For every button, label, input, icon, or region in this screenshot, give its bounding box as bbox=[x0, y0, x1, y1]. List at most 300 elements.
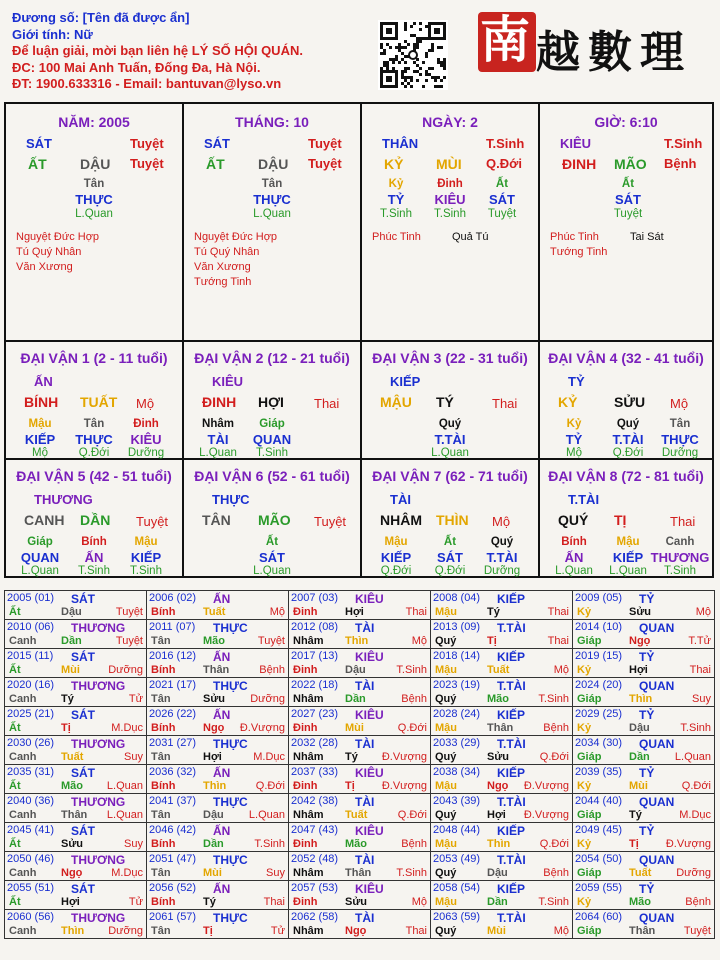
year-ten-god: TÀI bbox=[355, 911, 375, 925]
year-ten-god: KIẾP bbox=[497, 592, 526, 606]
year-ten-god: TỶ bbox=[639, 650, 655, 664]
year-ten-god: KIÊU bbox=[355, 766, 384, 780]
hidden-stage: Dưỡng bbox=[127, 447, 165, 459]
year-stage: Thai bbox=[405, 606, 427, 618]
year-stage: Suy bbox=[124, 838, 143, 850]
star-item: Tai Sát bbox=[630, 231, 664, 243]
star-item: Tú Quý Nhân bbox=[16, 246, 82, 258]
year-branch: Mão bbox=[203, 635, 225, 647]
dai-van-cell bbox=[184, 460, 362, 578]
year-label: 2041 (37) bbox=[149, 795, 197, 807]
year-stage: Q.Đới bbox=[255, 780, 285, 792]
year-cell bbox=[289, 852, 431, 881]
year-cell bbox=[573, 881, 715, 910]
chart-grid bbox=[4, 102, 714, 578]
dai-van-cell bbox=[362, 460, 540, 578]
year-cell bbox=[289, 620, 431, 649]
year-stem: Giáp bbox=[577, 635, 602, 647]
pillar-cell bbox=[540, 104, 712, 342]
year-branch: Thân bbox=[345, 867, 372, 879]
year-stem: Tân bbox=[151, 635, 171, 647]
hidden-ten-god: KIÊU bbox=[434, 192, 466, 207]
hidden-stage: Q.Đới bbox=[434, 565, 466, 577]
year-label: 2057 (53) bbox=[291, 882, 339, 894]
year-ten-god: QUAN bbox=[639, 795, 675, 809]
year-branch: Hợi bbox=[629, 664, 648, 676]
year-stem: Canh bbox=[9, 809, 37, 821]
hidden-stage: T.Sinh bbox=[130, 565, 162, 577]
dai-van-stem: NHÂM bbox=[380, 512, 422, 528]
year-ten-god: SÁT bbox=[71, 592, 95, 606]
hidden-ten-god: TÀI bbox=[207, 432, 229, 447]
year-stage: M.Dục bbox=[679, 809, 711, 821]
year-branch: Tuất bbox=[629, 867, 652, 879]
year-ten-god: THƯƠNG bbox=[71, 795, 126, 809]
seal-icon: 南 bbox=[478, 12, 536, 72]
pillar-stars bbox=[16, 230, 99, 275]
year-label: 2047 (43) bbox=[291, 824, 339, 836]
hidden-stage: Tuyệt bbox=[613, 208, 643, 220]
year-ten-god: SÁT bbox=[71, 650, 95, 664]
dai-van-branch: TUẤT bbox=[80, 394, 118, 410]
year-stage: T.Sinh bbox=[396, 664, 427, 676]
pillar-earthly-branch: MÃO bbox=[614, 156, 647, 172]
year-label: 2046 (42) bbox=[149, 824, 197, 836]
year-stem: Bính bbox=[151, 838, 176, 850]
year-stage: Q.Đới bbox=[397, 809, 427, 821]
year-stage: Dưỡng bbox=[108, 925, 143, 937]
year-stem: Giáp bbox=[577, 867, 602, 879]
year-stage: Đ.Vượng bbox=[523, 780, 569, 792]
dai-van-title: ĐẠI VẬN 1 (2 - 11 tuổi) bbox=[20, 350, 168, 366]
pillar-title: NĂM: 2005 bbox=[58, 114, 130, 130]
year-stage: Dưỡng bbox=[250, 693, 285, 705]
year-stage: Bệnh bbox=[543, 722, 569, 734]
year-stem: Bính bbox=[151, 722, 176, 734]
gender: Giới tính: Nữ bbox=[12, 26, 93, 42]
phone-email-line: ĐT: 1900.633316 - Email: bantuvan@lyso.vn bbox=[12, 76, 282, 91]
year-stage: Thai bbox=[547, 606, 569, 618]
year-ten-god: ẤN bbox=[213, 708, 231, 722]
dai-van-cell bbox=[540, 460, 712, 578]
year-label: 2064 (60) bbox=[575, 911, 623, 923]
year-cell bbox=[573, 620, 715, 649]
dai-van-title: ĐẠI VẬN 3 (22 - 31 tuổi) bbox=[372, 350, 528, 366]
dai-van-cell bbox=[184, 342, 362, 460]
hidden-stage: L.Quan bbox=[199, 447, 237, 459]
hidden-stem: Ất bbox=[621, 178, 635, 190]
year-branch: Tị bbox=[629, 838, 639, 850]
year-ten-god: ẤN bbox=[213, 650, 231, 664]
year-stem: Mậu bbox=[435, 780, 457, 792]
year-cell bbox=[147, 620, 289, 649]
year-cell bbox=[573, 649, 715, 678]
year-stage: T.Sinh bbox=[396, 867, 427, 879]
year-stem: Ất bbox=[9, 838, 21, 850]
year-cell bbox=[431, 678, 573, 707]
year-stage: L.Quan bbox=[674, 751, 711, 763]
year-stage: Bệnh bbox=[401, 693, 427, 705]
year-label: 2049 (45) bbox=[575, 824, 623, 836]
hidden-stage: T.Sinh bbox=[664, 565, 696, 577]
year-ten-god: SÁT bbox=[71, 882, 95, 896]
hidden-stage: Tuyệt bbox=[487, 208, 517, 220]
year-branch: Sửu bbox=[629, 606, 652, 618]
pillar-earthly-branch: DẬU bbox=[258, 156, 289, 172]
year-branch: Dậu bbox=[203, 809, 224, 821]
year-stage: T.Tử bbox=[688, 635, 711, 647]
year-stage: Q.Đới bbox=[539, 838, 569, 850]
year-cell bbox=[431, 881, 573, 910]
hidden-ten-god: THƯƠNG bbox=[650, 550, 710, 565]
year-branch: Thân bbox=[487, 722, 514, 734]
year-stem: Mậu bbox=[435, 722, 457, 734]
year-cell bbox=[289, 910, 431, 939]
dai-van-ten-god: TÀI bbox=[390, 492, 411, 507]
year-ten-god: THƯƠNG bbox=[71, 853, 126, 867]
year-stage: Q.Đới bbox=[397, 722, 427, 734]
year-branch: Mão bbox=[61, 780, 83, 792]
year-ten-god: QUAN bbox=[639, 621, 675, 635]
year-stem: Tân bbox=[151, 751, 171, 763]
year-cell bbox=[431, 794, 573, 823]
year-ten-god: ẤN bbox=[213, 882, 231, 896]
pillar-branch-stage: Q.Đới bbox=[486, 156, 522, 171]
year-label: 2005 (01) bbox=[7, 592, 55, 604]
hidden-stage: T.Sinh bbox=[256, 447, 288, 459]
year-label: 2038 (34) bbox=[433, 766, 481, 778]
hidden-stem: Giáp bbox=[259, 418, 285, 430]
star-item: Nguyệt Đức Hợp bbox=[194, 231, 278, 243]
year-stem: Quý bbox=[435, 693, 457, 705]
year-branch: Mão bbox=[487, 693, 509, 705]
year-stem: Quý bbox=[435, 867, 457, 879]
year-cell bbox=[431, 910, 573, 939]
hidden-ten-god: KIÊU bbox=[130, 432, 162, 447]
pillar-branch-stage: Tuyệt bbox=[308, 156, 342, 171]
year-ten-god: SÁT bbox=[71, 766, 95, 780]
year-branch: Mùi bbox=[629, 780, 648, 792]
year-cell bbox=[5, 620, 147, 649]
year-label: 2035 (31) bbox=[7, 766, 55, 778]
year-branch: Sửu bbox=[61, 838, 84, 850]
year-ten-god: THỰC bbox=[213, 795, 248, 809]
hidden-stem: Quý bbox=[490, 536, 514, 548]
pillar-ten-god: KIÊU bbox=[560, 136, 592, 151]
star-item: Văn Xương bbox=[16, 261, 73, 273]
year-ten-god: KIẾP bbox=[497, 650, 526, 664]
hidden-ten-god: KIẾP bbox=[24, 432, 56, 447]
year-stem: Kỷ bbox=[577, 780, 592, 792]
year-label: 2014 (10) bbox=[575, 621, 623, 633]
year-label: 2029 (25) bbox=[575, 708, 623, 720]
year-ten-god: TÀI bbox=[355, 795, 375, 809]
year-label: 2028 (24) bbox=[433, 708, 481, 720]
pillar-cell bbox=[362, 104, 540, 342]
hidden-stage: Mộ bbox=[566, 447, 582, 459]
pillar-heavenly-stem: ẤT bbox=[206, 156, 225, 172]
year-ten-god: T.TÀI bbox=[497, 737, 526, 751]
year-label: 2052 (48) bbox=[291, 853, 339, 865]
pillar-stem-stage: Tuyệt bbox=[130, 136, 164, 151]
hidden-stage: Q.Đới bbox=[380, 565, 412, 577]
hidden-ten-god: T.TÀI bbox=[434, 432, 466, 447]
hidden-stage: L.Quan bbox=[253, 208, 291, 220]
year-stage: Bệnh bbox=[543, 867, 569, 879]
year-branch: Mùi bbox=[487, 925, 506, 937]
year-cell bbox=[147, 910, 289, 939]
hidden-ten-god: ẤN bbox=[564, 550, 584, 565]
pillar-earthly-branch: DẬU bbox=[80, 156, 111, 172]
year-cell bbox=[573, 678, 715, 707]
dai-van-branch: TÝ bbox=[436, 394, 454, 410]
year-stem: Bính bbox=[151, 664, 176, 676]
year-cell bbox=[147, 765, 289, 794]
year-stage: Thai bbox=[689, 664, 711, 676]
year-ten-god: QUAN bbox=[639, 911, 675, 925]
year-label: 2022 (18) bbox=[291, 679, 339, 691]
year-ten-god: T.TÀI bbox=[497, 853, 526, 867]
year-label: 2016 (12) bbox=[149, 650, 197, 662]
year-stem: Đinh bbox=[293, 896, 318, 908]
address-line: ĐC: 100 Mai Anh Tuấn, Đống Đa, Hà Nội. bbox=[12, 59, 261, 75]
pillar-ten-god: SÁT bbox=[204, 136, 230, 151]
dai-van-stem: TÂN bbox=[202, 512, 231, 528]
year-label: 2021 (17) bbox=[149, 679, 197, 691]
year-label: 2060 (56) bbox=[7, 911, 55, 923]
dai-van-ten-god: KIÊU bbox=[212, 374, 244, 389]
year-cell bbox=[289, 591, 431, 620]
year-branch: Sửu bbox=[345, 896, 368, 908]
year-ten-god: KIÊU bbox=[355, 708, 384, 722]
dai-van-cell bbox=[6, 342, 184, 460]
dai-van-stage: Thai bbox=[492, 396, 518, 411]
year-cell bbox=[289, 678, 431, 707]
year-branch: Tý bbox=[203, 896, 216, 908]
year-ten-god: QUAN bbox=[639, 737, 675, 751]
year-branch: Dậu bbox=[487, 867, 508, 879]
pillar-heavenly-stem: ĐINH bbox=[562, 156, 597, 172]
year-cell bbox=[5, 591, 147, 620]
hidden-stem: Quý bbox=[438, 418, 462, 430]
year-branch: Mão bbox=[345, 838, 367, 850]
year-ten-god: ẤN bbox=[213, 592, 231, 606]
year-cell bbox=[5, 649, 147, 678]
pillar-stem-stage: T.Sinh bbox=[486, 136, 525, 151]
year-ten-god: KIÊU bbox=[355, 882, 384, 896]
year-label: 2019 (15) bbox=[575, 650, 623, 662]
year-branch: Mão bbox=[629, 896, 651, 908]
year-ten-god: ẤN bbox=[213, 766, 231, 780]
dai-van-stage: Tuyệt bbox=[136, 514, 169, 529]
year-ten-god: KIẾP bbox=[497, 824, 526, 838]
star-item: Tướng Tinh bbox=[194, 276, 252, 288]
year-label: 2061 (57) bbox=[149, 911, 197, 923]
pillar-heavenly-stem: ẤT bbox=[28, 156, 47, 172]
qr-code-icon bbox=[378, 20, 448, 90]
year-label: 2043 (39) bbox=[433, 795, 481, 807]
year-cell bbox=[5, 794, 147, 823]
year-label: 2032 (28) bbox=[291, 737, 339, 749]
year-cell bbox=[147, 794, 289, 823]
hidden-stage: Dưỡng bbox=[661, 447, 699, 459]
year-label: 2025 (21) bbox=[7, 708, 55, 720]
star-item: Nguyệt Đức Hợp bbox=[16, 231, 100, 243]
year-stem: Ất bbox=[9, 722, 21, 734]
hidden-stage: T.Sinh bbox=[380, 208, 412, 220]
year-ten-god: T.TÀI bbox=[497, 795, 526, 809]
dai-van-branch: TỊ bbox=[614, 512, 627, 528]
year-cell bbox=[573, 852, 715, 881]
dai-van-ten-god: THƯƠNG bbox=[34, 492, 93, 507]
year-label: 2012 (08) bbox=[291, 621, 339, 633]
year-stage: Tuyệt bbox=[115, 606, 143, 618]
year-branch: Tuất bbox=[61, 751, 84, 763]
year-cell bbox=[147, 736, 289, 765]
year-branch: Ngọ bbox=[629, 635, 651, 647]
year-cell bbox=[5, 852, 147, 881]
logo-text: 越數理 bbox=[536, 27, 692, 78]
year-stem: Canh bbox=[9, 751, 37, 763]
year-branch: Tý bbox=[487, 606, 500, 618]
year-branch: Tị bbox=[345, 780, 355, 792]
pillar-branch-stage: Tuyệt bbox=[130, 156, 164, 171]
year-stage: Tử bbox=[128, 896, 143, 908]
hidden-ten-god: KIẾP bbox=[130, 550, 162, 565]
year-branch: Thân bbox=[203, 664, 230, 676]
year-cell bbox=[431, 765, 573, 794]
year-cell bbox=[289, 736, 431, 765]
year-stage: Mộ bbox=[553, 664, 569, 676]
star-item: Phúc Tinh bbox=[372, 231, 421, 243]
year-stem: Bính bbox=[151, 780, 176, 792]
dai-van-branch: DẦN bbox=[80, 512, 111, 528]
contact-line: Để luận giải, mời bạn liên hệ LÝ SỐ HỘI QUÁN. bbox=[12, 43, 303, 58]
year-cell bbox=[147, 591, 289, 620]
year-label: 2054 (50) bbox=[575, 853, 623, 865]
year-branch: Tị bbox=[487, 635, 497, 647]
dai-van-stem: KỶ bbox=[558, 394, 578, 410]
header-info bbox=[12, 10, 303, 93]
hidden-ten-god: QUAN bbox=[252, 432, 292, 447]
year-ten-god: TÀI bbox=[355, 679, 375, 693]
year-label: 2011 (07) bbox=[149, 621, 196, 633]
hidden-stem: Tân bbox=[261, 178, 283, 190]
hidden-stem: Mậu bbox=[28, 418, 52, 430]
year-branch: Tuất bbox=[203, 606, 226, 618]
hidden-ten-god: SÁT bbox=[489, 192, 515, 207]
year-branch: Thìn bbox=[629, 693, 653, 705]
dai-van-ten-god: ẤN bbox=[34, 374, 53, 389]
year-stage: Bệnh bbox=[259, 664, 285, 676]
year-stage: T.Sinh bbox=[254, 838, 285, 850]
hidden-stem: Quý bbox=[616, 418, 640, 430]
year-stage: L.Quan bbox=[106, 780, 143, 792]
year-cell bbox=[431, 736, 573, 765]
year-stage: Q.Đới bbox=[539, 751, 569, 763]
year-label: 2033 (29) bbox=[433, 737, 481, 749]
brand-logo bbox=[478, 10, 708, 78]
year-stem: Quý bbox=[435, 925, 457, 937]
year-stem: Kỷ bbox=[577, 606, 592, 618]
hidden-ten-god: QUAN bbox=[20, 550, 60, 565]
dai-van-title: ĐẠI VẬN 5 (42 - 51 tuổi) bbox=[16, 468, 172, 484]
year-stem: Giáp bbox=[577, 925, 602, 937]
year-label: 2010 (06) bbox=[7, 621, 55, 633]
year-stem: Tân bbox=[151, 693, 171, 705]
year-cell bbox=[147, 707, 289, 736]
year-ten-god: TÀI bbox=[355, 621, 375, 635]
hidden-stage: T.Sinh bbox=[434, 208, 466, 220]
pillar-title: NGÀY: 2 bbox=[422, 114, 478, 130]
dai-van-branch: SỬU bbox=[614, 394, 646, 410]
year-cell bbox=[147, 881, 289, 910]
star-item: Văn Xương bbox=[194, 261, 251, 273]
dai-van-stage: Mộ bbox=[670, 396, 689, 411]
year-label: 2039 (35) bbox=[575, 766, 623, 778]
year-stage: Tử bbox=[128, 693, 143, 705]
annual-luck-table bbox=[4, 590, 715, 939]
year-branch: Tuất bbox=[487, 664, 510, 676]
dai-van-title: ĐẠI VẬN 7 (62 - 71 tuổi) bbox=[372, 468, 528, 484]
hidden-stem: Đinh bbox=[133, 418, 159, 430]
year-cell bbox=[431, 591, 573, 620]
year-stage: Thai bbox=[547, 635, 569, 647]
year-stem: Quý bbox=[435, 809, 457, 821]
year-branch: Sửu bbox=[487, 751, 510, 763]
dai-van-branch: THÌN bbox=[436, 512, 469, 528]
year-ten-god: TỶ bbox=[639, 708, 655, 722]
year-ten-god: THƯƠNG bbox=[71, 621, 126, 635]
year-label: 2050 (46) bbox=[7, 853, 55, 865]
year-stem: Đinh bbox=[293, 664, 318, 676]
pillar-cell bbox=[6, 104, 184, 342]
year-ten-god: KIÊU bbox=[355, 592, 384, 606]
hidden-stem: Kỷ bbox=[388, 178, 404, 190]
star-item: Tướng Tinh bbox=[550, 246, 608, 258]
year-stage: Thai bbox=[263, 896, 285, 908]
year-ten-god: T.TÀI bbox=[497, 679, 526, 693]
year-stage: Mộ bbox=[411, 896, 427, 908]
year-stem: Nhâm bbox=[293, 751, 324, 763]
year-branch: Thân bbox=[629, 925, 656, 937]
dai-van-title: ĐẠI VẬN 4 (32 - 41 tuổi) bbox=[548, 350, 704, 366]
dai-van-ten-god: T.TÀI bbox=[568, 492, 600, 507]
hidden-stem: Mậu bbox=[134, 536, 158, 548]
year-label: 2059 (55) bbox=[575, 882, 623, 894]
hidden-ten-god: KIẾP bbox=[612, 550, 644, 565]
year-stem: Đinh bbox=[293, 838, 318, 850]
hidden-stage: Q.Đới bbox=[612, 447, 644, 459]
year-stage: Đ.Vượng bbox=[665, 838, 711, 850]
year-stem: Tân bbox=[151, 867, 171, 879]
hidden-stem: Tân bbox=[83, 178, 105, 190]
hidden-stem: Tân bbox=[83, 418, 105, 430]
year-stem: Đinh bbox=[293, 722, 318, 734]
hidden-ten-god: THỰC bbox=[661, 432, 699, 447]
hidden-ten-god: THỰC bbox=[75, 192, 113, 207]
year-cell bbox=[147, 852, 289, 881]
year-cell bbox=[5, 736, 147, 765]
dai-van-stem: QUÝ bbox=[558, 512, 589, 528]
year-stem: Canh bbox=[9, 635, 37, 647]
year-branch: Ngọ bbox=[487, 780, 509, 792]
year-branch: Mùi bbox=[203, 867, 222, 879]
dai-van-stage: Tuyệt bbox=[314, 514, 347, 529]
year-cell bbox=[147, 678, 289, 707]
dai-van-ten-god: KIẾP bbox=[390, 374, 421, 389]
pillar-cell bbox=[184, 104, 362, 342]
